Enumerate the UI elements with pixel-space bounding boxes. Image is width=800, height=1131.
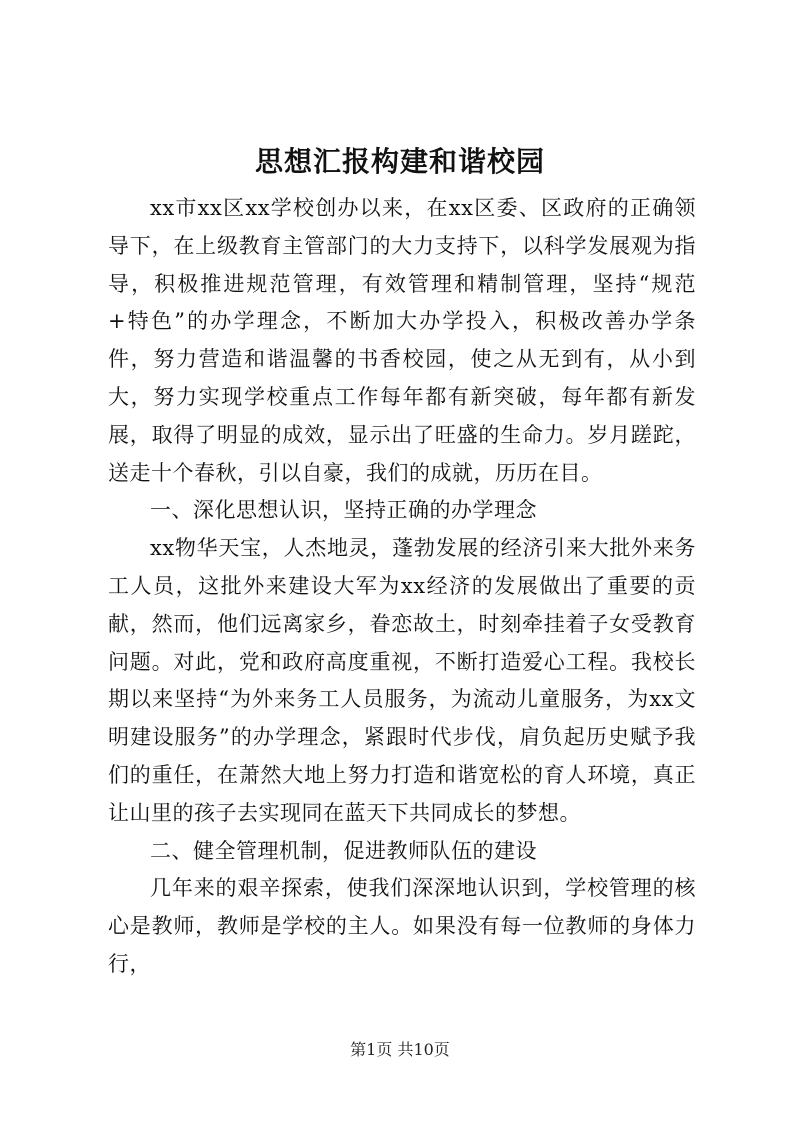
section-1-paragraph: xx物华天宝，人杰地灵，蓬勃发展的经济引来大批外来务工人员，这批外来建设大军为xx经济的发展做出了重要的贡献，然而，他们远离家乡，眷恋故土，时刻牵挂着子女受教育问题。对此，党和政府高度重视，不断打造爱心工程。我校长期以来坚持“为外来务工人员服务，为流动儿童服务，为xx文明建设服务”的办学理念，紧跟时代步伐，肩负起历史赋予我们的重任，在萧然大地上努力打造和谐宽松的育人环境，真正让山里的孩子去实现同在蓝天下共同成长的梦想。	[108, 536, 696, 825]
intro-paragraph: xx市xx区xx学校创办以来，在xx区委、区政府的正确领导下，在上级教育主管部门的大力支持下，以科学发展观为指导，积极推进规范管理，有效管理和精制管理，坚持“规范+特色”的办学理念，不断加大办学投入，积极改善办学条件，努力营造和谐温馨的书香校园，使之从无到有，从小到大，努力实现学校重点工作每年都有新突破，每年都有新发展，取得了明显的成效，显示出了旺盛的生命力。岁月蹉跎，送走十个春秋，引以自豪，我们的成就，历历在目。	[108, 196, 696, 485]
document-title: 思想汇报构建和谐校园	[254, 145, 545, 178]
document-body	[108, 190, 696, 984]
page-footer: 第1页 共10页	[350, 1040, 450, 1059]
section-2-paragraph: 几年来的艰辛探索，使我们深深地认识到，学校管理的核心是教师，教师是学校的主人。如果没有每一位教师的身体力行，	[108, 876, 696, 976]
section-heading-2: 二、健全管理机制，促进教师队伍的建设	[150, 838, 537, 863]
section-heading-1: 一、深化思想认识，坚持正确的办学理念	[150, 498, 537, 523]
